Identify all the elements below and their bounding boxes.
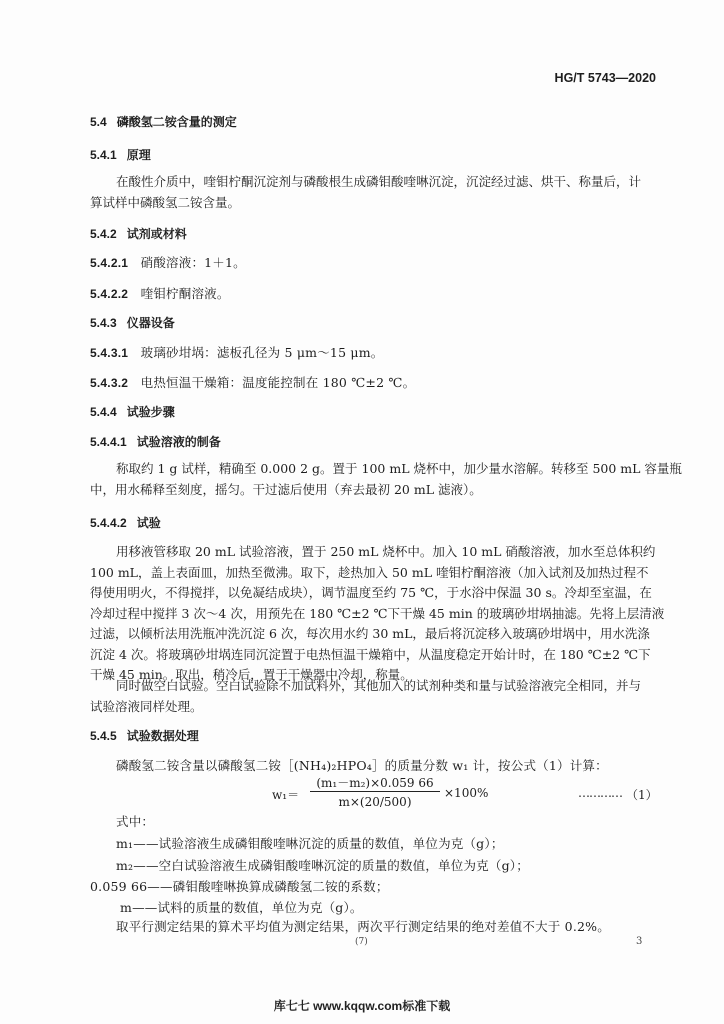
section-5-4-5-heading (90, 727, 199, 744)
clause-text: 喹钼柠酮溶液。 (140, 286, 230, 301)
solution-prep-paragraph (90, 459, 682, 500)
section-title: 磷酸氢二铵含量的测定 (116, 115, 237, 129)
blank-test-paragraph (90, 676, 656, 717)
variable-definition (116, 856, 529, 874)
section-number: 5.4.1 (90, 148, 117, 162)
section-title: 试验溶液的制备 (136, 435, 221, 449)
paragraph-line: 得使用明火，不得搅拌，以免凝结成块），调节温度至约 75 ℃，于水浴中保温 30 s。冷却至室温，在 (90, 585, 652, 600)
variable-dash: —— (132, 900, 158, 915)
formula-lhs: w₁＝ (272, 788, 300, 802)
clause-number: 5.4.3.1 (90, 346, 129, 360)
paragraph-line: 试验溶液同样处理。 (90, 698, 203, 714)
principle-paragraph (90, 172, 656, 213)
variable-description: 试料的质量的数值，单位为克（g）。 (157, 900, 363, 915)
clause-5-4-3-2 (90, 373, 415, 391)
section-number: 5.4.2 (90, 227, 117, 241)
paragraph-line: 用移液管移取 20 mL 试验溶液，置于 250 mL 烧杯中。加入 10 mL 硝酸溶液，加水至总体积约 (116, 544, 656, 559)
paragraph-line: 干燥 45 min。取出，稍冷后，置于干燥器中冷却，称量。 (90, 667, 413, 682)
section-title: 原理 (126, 148, 151, 162)
paragraph-line: 中，用水稀释至刻度，摇匀。干过滤后使用（弃去最初 20 mL 滤液）。 (90, 481, 482, 497)
variable-symbol: m₂ (116, 858, 134, 873)
variable-dash: —— (147, 879, 173, 894)
paragraph-line: 算试样中磷酸氢二铵含量。 (90, 194, 241, 210)
section-title: 试验数据处理 (126, 729, 199, 743)
variable-symbol: m₁ (116, 836, 134, 851)
final-result-text: 取平行测定结果的算术平均值为测定结果，两次平行测定结果的绝对差值不大于 0.2%。 (116, 919, 610, 934)
paragraph-line: 在酸性介质中，喹钼柠酮沉淀剂与磷酸根生成磷钼酸喹啉沉淀，沉淀经过滤、烘干、称量后，计 (116, 174, 642, 189)
variable-description: 试验溶液生成磷钼酸喹啉沉淀的质量的数值，单位为克（g）； (158, 836, 504, 851)
section-5-4-4-heading (90, 403, 175, 420)
variable-symbol: m (120, 900, 133, 915)
section-title: 试剂或材料 (126, 227, 187, 241)
section-title: 仪器设备 (126, 316, 175, 330)
section-number: 5.4.4.1 (90, 435, 127, 449)
section-number: 5.4 (90, 115, 107, 129)
variable-definition (120, 898, 363, 916)
fraction-bar (310, 791, 440, 792)
clause-number: 5.4.3.2 (90, 376, 129, 390)
standard-code: HG/T 5743—2020 (554, 71, 656, 85)
section-title: 试验步骤 (126, 405, 175, 419)
paragraph-line: 沉淀 4 次。将玻璃砂坩埚连同沉淀置于电热恒温干燥箱中，从温度稳定开始计时，在 180 ℃±2 ℃下 (90, 646, 651, 662)
clause-5-4-3-1 (90, 343, 383, 361)
paragraph-line: 冷却过程中搅拌 3 次～4 次，用预先在 180 ℃±2 ℃下干燥 45 min 的玻璃砂坩埚抽滤。先将上层清液 (90, 605, 665, 621)
clause-5-4-2-2 (90, 284, 230, 302)
variable-symbol: 0.059 66 (90, 879, 148, 894)
section-number: 5.4.3 (90, 316, 117, 330)
watermark: 库七七 www.kqqw.com标准下载 (273, 999, 451, 1013)
formula-denominator: m×(20/500) (338, 795, 412, 809)
page-mark: (7) (355, 937, 368, 947)
calculation-intro: 磷酸氢二铵含量以磷酸氢二铵［(NH₄)₂HPO₄］的质量分数 w₁ 计，按公式（1）计算： (116, 758, 608, 773)
paragraph-line: 100 mL，盖上表面皿，加热至微沸。取下，趁热加入 50 mL 喹钼柠酮溶液（加入试剂及加热过程不 (90, 564, 649, 580)
clause-text: 电热恒温干燥箱：温度能控制在 180 ℃±2 ℃。 (140, 375, 416, 390)
section-5-4-3-heading (90, 314, 175, 331)
paragraph-line: 同时做空白试验。空白试验除不加试料外，其他加入的试剂种类和量与试验溶液完全相同，并与 (116, 678, 642, 693)
clause-number: 5.4.2.2 (90, 287, 129, 301)
variable-description: 空白试验溶液生成磷钼酸喹啉沉淀的质量的数值，单位为克（g）； (158, 858, 529, 873)
section-5-4-1-heading (90, 146, 151, 163)
variable-description: 磷钼酸喹啉换算成磷酸氢二铵的系数； (172, 879, 389, 894)
formula-numerator: (m₁－m₂)×0.059 66 (316, 776, 434, 790)
variable-definition (90, 877, 389, 895)
formula-multiplier: ×100% (444, 786, 489, 800)
variable-definition (116, 834, 504, 852)
section-number: 5.4.5 (90, 729, 117, 743)
test-procedure-paragraph (90, 542, 665, 686)
clause-number: 5.4.2.1 (90, 256, 129, 270)
variable-dash: —— (133, 858, 159, 873)
variable-dash: —— (133, 836, 159, 851)
section-5-4-2-heading (90, 225, 187, 242)
clause-5-4-2-1 (90, 253, 246, 271)
paragraph-line: 过滤，以倾析法用洗瓶冲洗沉淀 6 次，每次用水约 30 mL，最后将沉淀移入玻璃砂坩埚中，用水洗涤 (90, 626, 650, 641)
clause-text: 硝酸溶液：1＋1。 (140, 255, 246, 270)
section-5-4-4-2-heading (90, 514, 161, 531)
paragraph-line: 称取约 1 g 试样，精确至 0.000 2 g。置于 100 mL 烧杯中，加少量水溶解。转移至 500 mL 容量瓶 (116, 461, 682, 476)
section-5-4-4-1-heading (90, 433, 221, 450)
where-label: 式中： (116, 814, 155, 829)
section-number: 5.4.4.2 (90, 516, 127, 530)
section-number: 5.4.4 (90, 405, 117, 419)
formula-leader-dots: ………… (578, 786, 622, 800)
page-number: 3 (636, 936, 643, 947)
section-5-4-heading (90, 113, 237, 130)
formula-number: （1） (626, 788, 658, 802)
clause-text: 玻璃砂坩埚：滤板孔径为 5 μm～15 μm。 (140, 345, 384, 360)
section-title: 试验 (136, 516, 161, 530)
